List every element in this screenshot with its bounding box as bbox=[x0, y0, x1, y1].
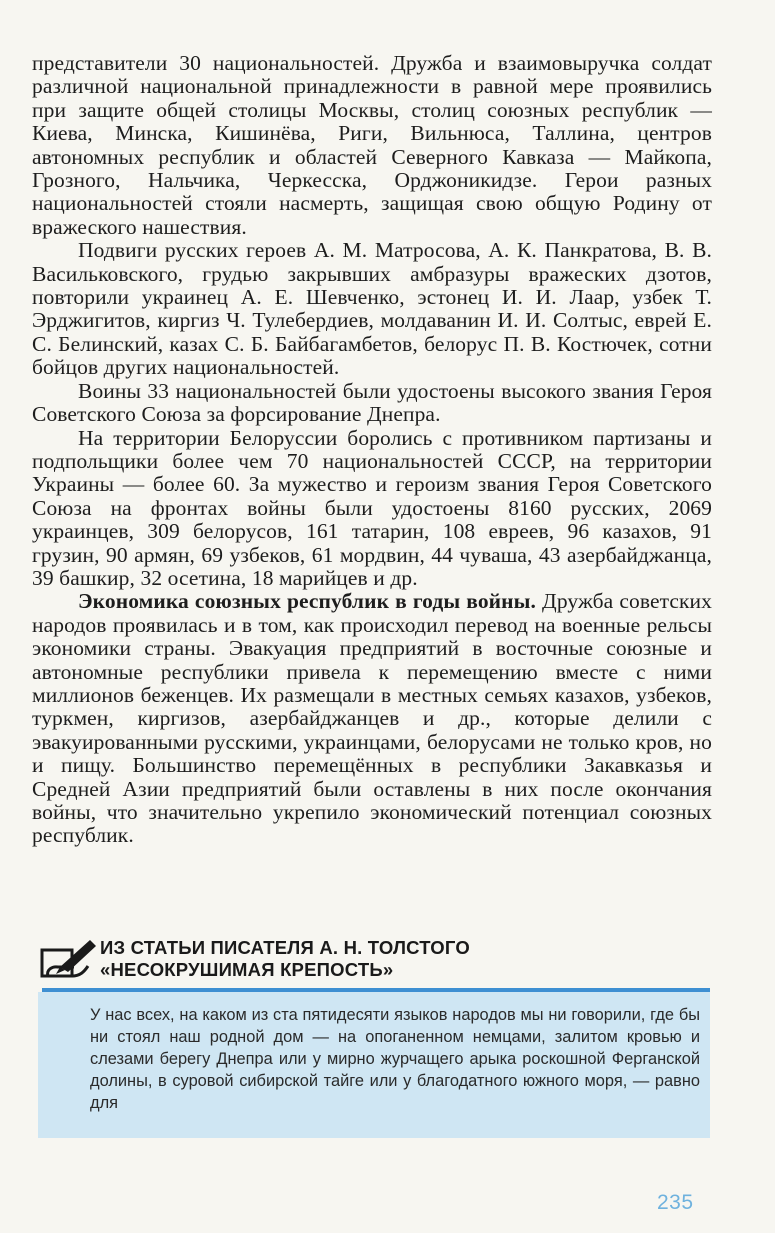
source-header bbox=[38, 928, 710, 988]
main-text bbox=[32, 52, 712, 848]
economy-text: Дружба советских народов проявилась и в том, как происходил перевод на военные рельсы экономики страны. Эвакуация предприятий в восточные союзные и автономные республики привела к перемещению вместе с ними миллионов беженцев. Их размещали в местных семьях казахов, узбеков, туркмен, киргизов, азербайджанцев и др., которые делили с эвакуированными русскими, украинцами, белорусами не только кров, но и пищу. Большинство перемещённых в республики Закавказья и Средней Азии предприятий были оставлены в них после окончания войны, что значительно укрепило экономический потенциал союзных республик. bbox=[32, 589, 712, 848]
quote-text: У нас всех, на каком из ста пятидесяти языков народов мы ни говорили, где бы ни стоял наш родной дом — на опоганенном немцами, залитом кровью и слезами берегу Днепра или у мирно журчащего арыка роскошной Ферганской долины, в суровой сибирской тайге или у благодатного южного моря, — равно для bbox=[90, 1006, 700, 1112]
page-number: 235 bbox=[657, 1191, 694, 1214]
source-title-line2: «НЕСОКРУШИМАЯ КРЕПОСТЬ» bbox=[100, 959, 394, 980]
source-box bbox=[38, 928, 710, 1138]
paragraph-heroes-defense: представители 30 национальностей. Дружба и взаимовыручка солдат различной национальной принадлежности в равной мере проявились при защите общей столицы Москвы, столиц союзных республик — Киева, Минска, Кишинёва, Риги, Вильнюса, Таллина, центров автономных республик и областей Северного Кавказа — Майкопа, Грозного, Нальчика, Черкесска, Орджоникидзе. Герои разных национальностей стояли насмерть, защищая свою общую Родину от вражеского нашествия. bbox=[32, 51, 712, 239]
paragraph-feats: Подвиги русских героев А. М. Матросова, А. К. Панкратова, В. В. Васильковского, грудью закрывших амбразуры вражеских дзотов, повторили украинец А. Е. Шевченко, эстонец И. И. Лаар, узбек Т. Эрджигитов, киргиз Ч. Тулебердиев, молдаванин И. И. Солтыс, еврей Е. С. Белинский, казах С. Б. Байбагамбетов, белорус П. В. Костючек, сотни бойцов других национальностей. bbox=[32, 238, 712, 380]
pen-writing-icon bbox=[38, 936, 98, 982]
paragraph-partisans: На территории Белоруссии боролись с противником партизаны и подпольщики более чем 70 национальностей СССР, на территории Украины — более 60. За мужество и героизм звания Героя Советского Союза на фронтах войны были удостоены 8160 русских, 2069 украинцев, 309 белорусов, 161 татарин, 108 евреев, 96 казахов, 91 грузин, 90 армян, 69 узбеков, 61 мордвин, 44 чуваша, 43 азербайджанца, 39 башкир, 32 осетина, 18 марийцев и др. bbox=[32, 425, 712, 590]
source-title bbox=[100, 937, 470, 981]
source-title-line1: ИЗ СТАТЬИ ПИСАТЕЛЯ А. Н. ТОЛСТОГО bbox=[100, 937, 470, 958]
paragraph-dnieper: Воины 33 национальностей были удостоены высокого звания Героя Советского Союза за форсирование Днепра. bbox=[32, 378, 712, 427]
quote-panel bbox=[38, 992, 710, 1138]
paragraph-economy bbox=[32, 590, 712, 847]
economy-heading: Экономика союзных республик в годы войны. bbox=[78, 589, 537, 614]
